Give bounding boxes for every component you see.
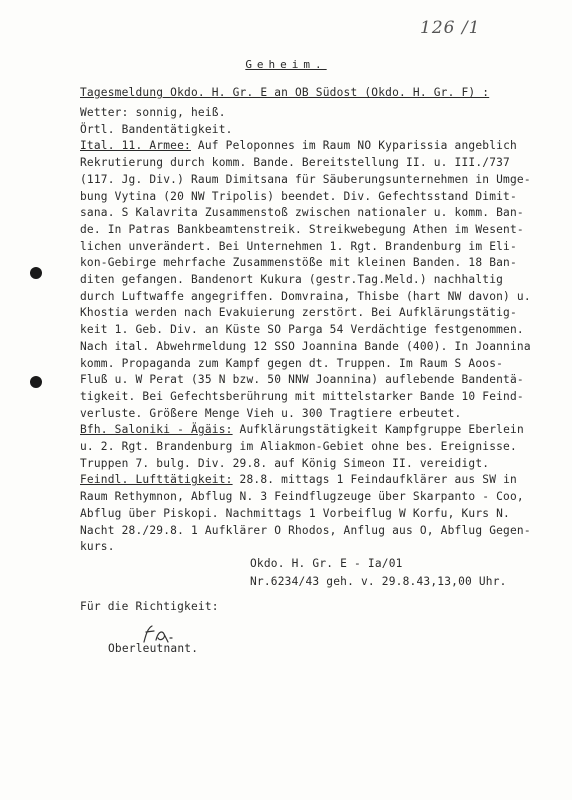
punch-hole-top [30,267,42,279]
section-heading: Feindl. Lufttätigkeit: [80,473,233,487]
line-text: verluste. Größere Menge Vieh u. 300 Tragtiere erbeutet. [80,406,462,420]
report-line [80,423,524,436]
section-heading: Bfh. Saloniki - Ägäis: [80,423,233,437]
line-text: sana. S Kalavrita Zusammenstoß zwischen nationaler u. komm. Ban- [80,206,524,220]
report-line [80,507,510,520]
line-text: keit 1. Geb. Div. an Küste SO Parga 54 Verdächtige festgenommen. [80,323,524,337]
report-line [80,490,524,503]
report-line [80,457,489,470]
line-text: Abflug über Piskopi. Nachmittags 1 Vorbeiflug W Korfu, Kurs N. [80,506,510,520]
line-text: de. In Patras Bankbeamtenstreik. Streikwebegung Athen im Wesent- [80,222,524,236]
report-line [80,524,531,537]
line-text: 28.8. mittags 1 Feindaufklärer aus SW in [232,473,517,487]
line-text: Raum Rethymnon, Abflug N. 3 Feindflugzeuge über Skarpanto - Coo, [80,490,524,504]
report-line [80,323,524,336]
report-line [80,407,461,420]
line-text: Truppen 7. bulg. Div. 29.8. auf König Simeon II. vereidigt. [80,456,490,470]
punch-hole-bottom [30,376,42,388]
report-line [80,156,510,169]
line-text: lichen unverändert. Bei Unternehmen 1. Rgt. Brandenburg im Eli- [80,239,517,253]
certification-label: Für die Richtigkeit: [80,600,219,613]
archive-number: 126 /1 [420,18,481,38]
line-text: bung Vytina (20 NW Tripolis) beendet. Div. Gefechtsstand Dimit- [80,189,517,203]
line-text: durch Luftwaffe angegriffen. Domvraina, Thisbe (hart NW davon) u. [80,289,531,303]
reference-line-2: Nr.6234/43 geh. v. 29.8.43,13,00 Uhr. [250,575,507,588]
report-line [80,240,517,253]
line-text: diten gefangen. Bandenort Kukura (gestr.Tag.Meld.) nachhaltig [80,273,504,286]
report-line [80,190,517,203]
line-text: u. 2. Rgt. Brandenburg im Aliakmon-Gebiet ohne bes. Ereignisse. [80,440,517,453]
report-line [80,540,115,553]
line-text: Khostia werden nach Evakuierung zerstört. Bei Aufklärungstätig- [80,306,517,320]
signature-rank: Oberleutnant. [108,642,199,655]
document-title: Geheim. [245,58,327,71]
line-text: komm. Propaganda zum Kampf gegen dt. Truppen. Im Raum S Aoos- [80,356,504,370]
line-text: Fluß u. W Perat (35 N bzw. 50 NNW Joannina) auflebende Bandentä- [80,373,524,387]
report-line [80,106,226,119]
report-line [80,340,531,353]
report-line [80,306,517,319]
report-line [80,123,233,136]
line-text: Örtl. Bandentätigkeit. [80,122,233,136]
report-line [80,173,531,186]
line-text: Wetter: sonnig, heiß. [80,106,226,119]
report-line [80,256,517,269]
report-line [80,390,524,403]
line-text: kon-Gebirge mehrfache Zusammenstöße mit kleinen Banden. 18 Ban- [80,256,517,270]
line-text: Auf Peloponnes im Raum NO Kyparissia angeblich [190,139,517,153]
report-line [80,290,531,303]
report-header: Tagesmeldung Okdo. H. Gr. E an OB Südost (Okdo. H. Gr. F) : [80,86,490,99]
report-line [80,373,524,386]
line-text: (117. Jg. Div.) Raum Dimitsana für Säuberungsunternehmen in Umge- [80,172,531,186]
report-line [80,357,503,370]
report-line [80,273,503,286]
line-text: Nach ital. Abwehrmeldung 12 SSO Joannina Bande (400). In Joannina [80,339,531,353]
reference-line-1: Okdo. H. Gr. E - Ia/01 [250,557,403,570]
line-text: Nacht 28./29.8. 1 Aufklärer O Rhodos, Anflug aus O, Abflug Gegen- [80,523,531,537]
report-line [80,223,524,236]
line-text: Rekrutierung durch komm. Bande. Bereitstellung II. u. III./737 [80,156,510,170]
line-text: Aufklärungstätigkeit Kampfgruppe Eberlein [232,423,524,437]
report-line [80,206,524,219]
line-text: kurs. [80,540,115,554]
report-line [80,440,517,453]
line-text: tigkeit. Bei Gefechtsberührung mit mittelstarker Bande 10 Feind- [80,389,524,403]
report-line [80,139,517,152]
report-line [80,473,517,486]
section-heading: Ital. 11. Armee: [80,139,191,153]
